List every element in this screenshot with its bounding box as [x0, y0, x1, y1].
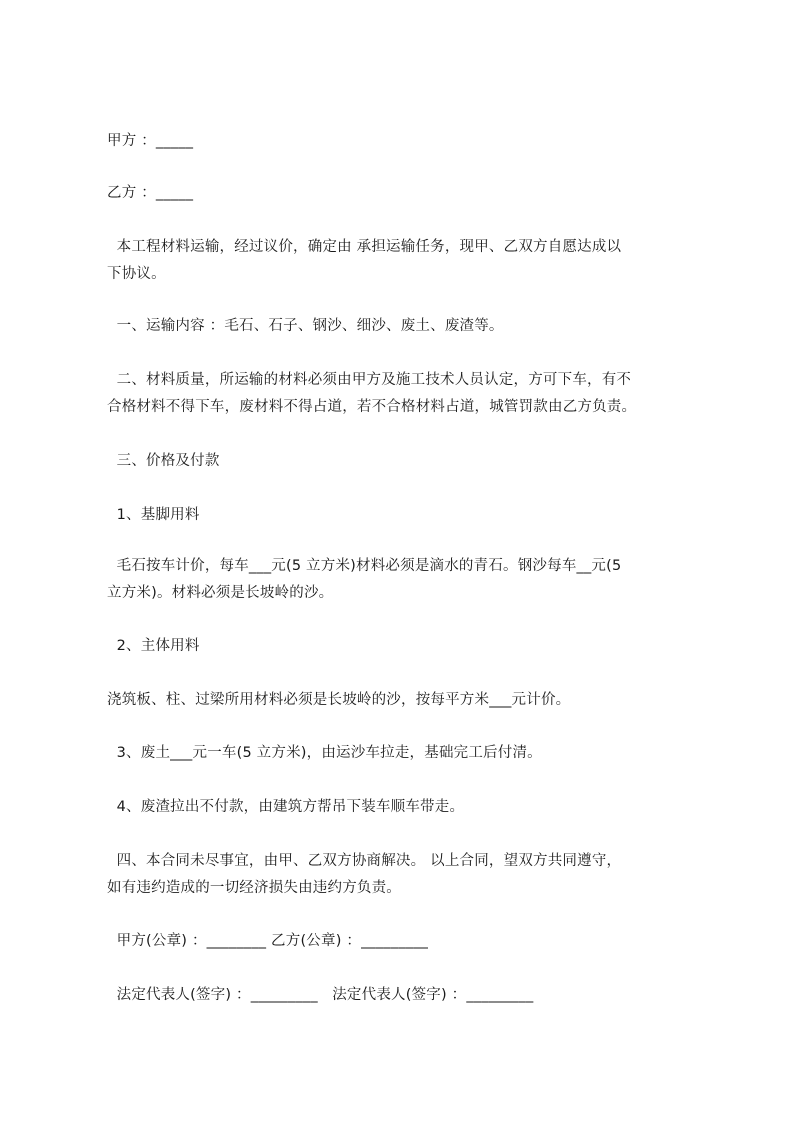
- item-1-title: 1、基脚用料: [107, 507, 200, 523]
- signature-line: 法定代表人(签字) ：_________ 法定代表人(签字) ：_________: [107, 987, 534, 1003]
- clause-1: 一、运输内容 ：毛石、石子、钢沙、细沙、废土、废渣等。: [107, 318, 504, 334]
- clause-4-line-2: 如有违约造成的一切经济损失由违约方负责。: [107, 880, 401, 896]
- party-a-line: 甲方 ：_____: [107, 133, 194, 149]
- clause-2-line-1: 二、材料质量，所运输的材料必须由甲方及施工技术人员认定，方可下车，有不: [107, 372, 632, 388]
- item-1-line-1: 毛石按车计价，每车___元(5 立方米)材料必须是滴水的青石。钢沙每车__元(5: [107, 558, 622, 574]
- party-b-line: 乙方 ：_____: [107, 185, 194, 201]
- item-1-line-2: 立方米)。材料必须是长坡岭的沙。: [107, 585, 334, 601]
- clause-4-line-1: 四、本合同未尽事宜，由甲、乙双方协商解决。 以上合同，望双方共同遵守，: [107, 853, 622, 869]
- intro-line-1: 本工程材料运输，经过议价，确定由 承担运输任务，现甲、乙双方自愿达成以: [107, 239, 622, 255]
- intro-line-2: 下协议。: [107, 266, 166, 282]
- clause-2-line-2: 合格材料不得下车，废材料不得占道，若不合格材料占道，城管罚款由乙方负责。: [107, 399, 637, 415]
- item-4-text: 4、废渣拉出不付款，由建筑方帮吊下装车顺车带走。: [107, 799, 465, 815]
- item-3-text: 3、废土___元一车(5 立方米)，由运沙车拉走，基础完工后付清。: [107, 745, 542, 761]
- clause-3-title: 三、价格及付款: [107, 453, 220, 469]
- seal-line: 甲方(公章) ：________ 乙方(公章) ：_________: [107, 933, 429, 949]
- item-2-text: 浇筑板、柱、过梁所用材料必须是长坡岭的沙，按每平方米___元计价。: [107, 692, 571, 708]
- item-2-title: 2、主体用料: [107, 638, 200, 654]
